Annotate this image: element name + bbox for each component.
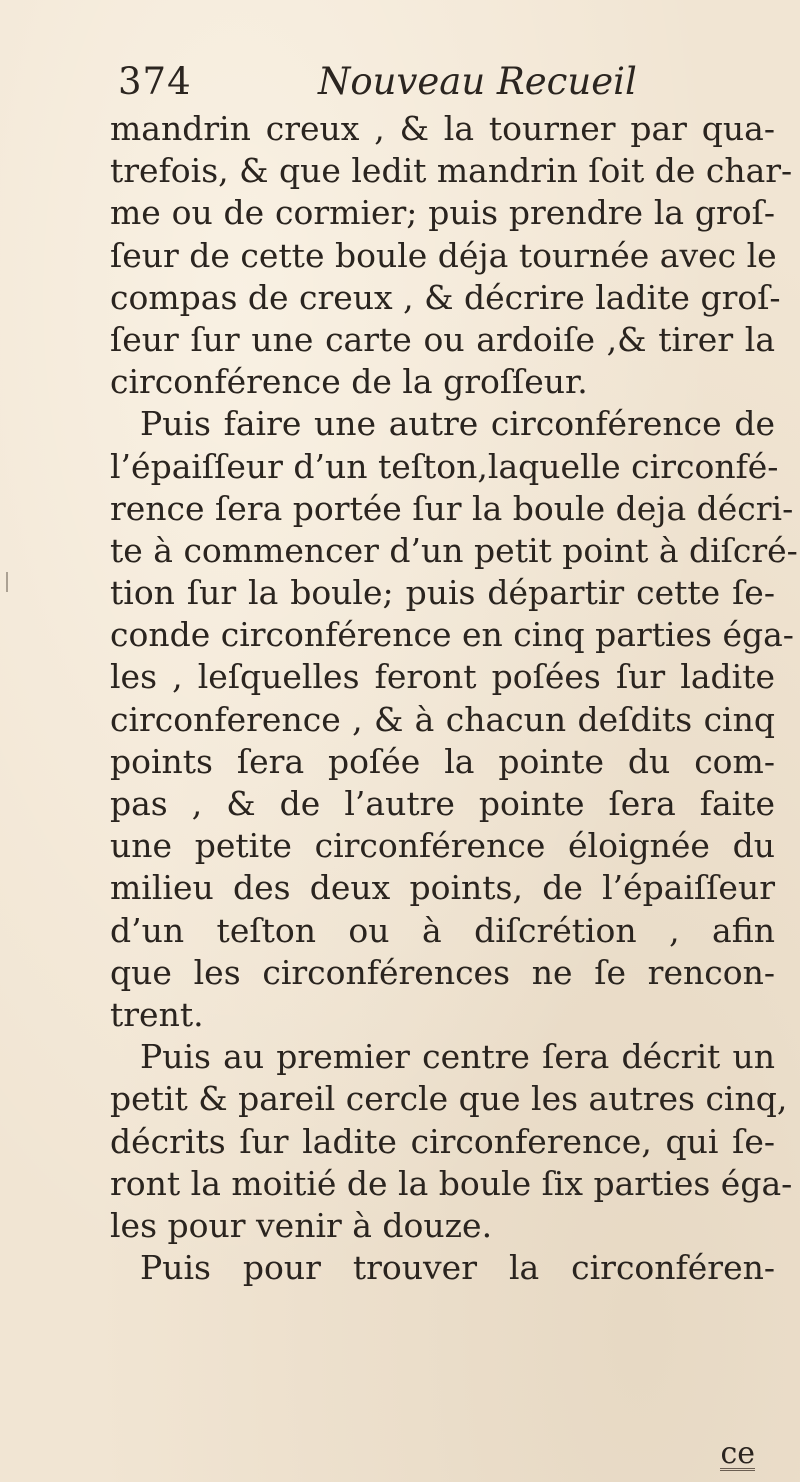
page-edge-mark	[6, 572, 8, 592]
text-line: circonference , & à chacun deſdits cinq	[110, 699, 775, 739]
text-line: compas de creux , & décrire ladite groſ-	[110, 277, 781, 317]
text-line: tion ſur la boule; puis départir cette ſe-	[110, 573, 775, 613]
body-text	[110, 108, 798, 1289]
running-title: Nouveau Recueil	[318, 60, 637, 103]
text-line: une petite circonférence éloignée du	[110, 826, 775, 866]
text-line: points ſera poſée la pointe du com-	[110, 741, 775, 781]
text-line: ſeur de cette boule déja tournée avec le	[110, 235, 777, 275]
text-line: l’épaiſſeur d’un teſton,laquelle circonfé-	[110, 446, 779, 486]
text-line: ront la moitié de la boule ſix parties éga-	[110, 1163, 793, 1203]
text-line: me ou de cormier; puis prendre la groſ-	[110, 193, 775, 233]
text-line: rence ſera portée ſur la boule deja décri-	[110, 488, 794, 528]
catchword: ce	[720, 1436, 755, 1471]
running-head	[118, 60, 738, 110]
text-line: décrits ſur ladite circonference, qui ſe-	[110, 1121, 775, 1161]
paragraph-end-line: trent.	[110, 994, 204, 1034]
text-line: milieu des deux points, de l’épaiſſeur	[110, 868, 775, 908]
text-line: les , leſquelles feront poſées ſur ladite	[110, 657, 775, 697]
text-line: petit & pareil cercle que les autres cinq,	[110, 1079, 788, 1119]
text-line: trefois, & que ledit mandrin ſoit de char-	[110, 151, 793, 191]
paragraph-first-line: Puis faire une autre circonférence de	[140, 404, 775, 444]
text-line: conde circonférence en cinq parties éga-	[110, 615, 794, 655]
paragraph-end-line: les pour venir à douze.	[110, 1205, 493, 1245]
page-number: 374	[118, 60, 192, 103]
paragraph-first-line: Puis pour trouver la circonféren-	[140, 1248, 775, 1288]
text-line: ſeur ſur une carte ou ardoiſe ,& tirer la	[110, 319, 775, 359]
text-line: que les circonférences ne ſe rencon-	[110, 952, 775, 992]
paragraph-first-line: Puis au premier centre ſera décrit un	[140, 1037, 775, 1077]
text-line: mandrin creux , & la tourner par qua-	[110, 109, 775, 148]
paragraph-end-line: circonférence de la groſſeur.	[110, 362, 588, 402]
text-line: d’un teſton ou à diſcrétion , afin	[110, 910, 775, 950]
text-line: pas , & de l’autre pointe ſera faite	[110, 784, 775, 823]
text-line: te à commencer d’un petit point à diſcré-	[110, 530, 798, 570]
